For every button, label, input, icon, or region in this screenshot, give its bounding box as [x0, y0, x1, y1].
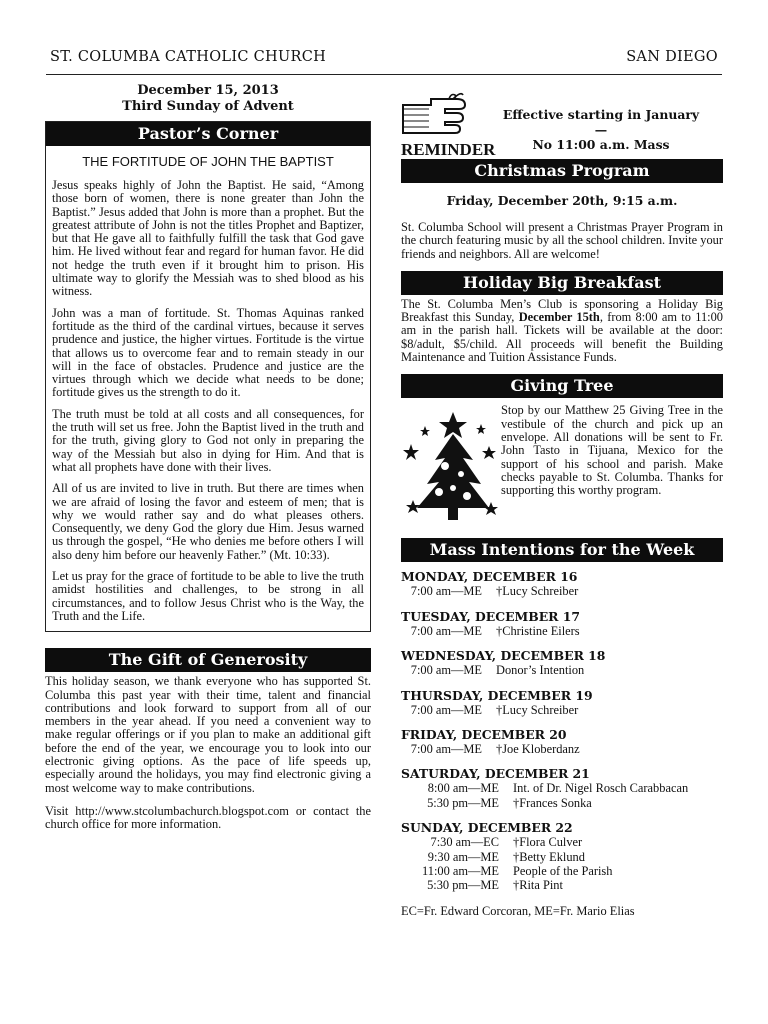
mass-day-title: THURSDAY, DECEMBER 19 [401, 687, 593, 703]
mass-day-title: SATURDAY, DECEMBER 21 [401, 766, 590, 782]
mass-day [401, 649, 723, 677]
mass-day [401, 767, 723, 810]
pastors-corner-body [46, 146, 370, 631]
christmas-program-text: St. Columba School will present a Christmas Prayer Program in the church featuring music by all the school children. Invite your friends and neighbors. All are welcome! [401, 220, 723, 261]
celebrant-key: EC=Fr. Edward Corcoran, ME=Fr. Mario Elias [401, 903, 635, 918]
church-name: ST. COLUMBA CATHOLIC CHURCH [50, 49, 327, 65]
generosity-section [45, 648, 371, 831]
mass-entry [401, 663, 723, 677]
mass-intention: †Flora Culver [513, 835, 583, 850]
mass-entry [401, 796, 723, 810]
mass-intention: †Betty Eklund [513, 849, 585, 864]
right-column [401, 83, 723, 919]
mass-entry [401, 584, 723, 598]
christmas-tree-icon [401, 404, 501, 524]
breakfast-banner: Holiday Big Breakfast [401, 271, 723, 295]
reminder-text [501, 107, 701, 152]
mass-day [401, 821, 723, 893]
christmas-program-section [401, 159, 723, 261]
church-city: SAN DIEGO [626, 49, 718, 65]
mass-time: 7:00 am—ME [410, 623, 482, 638]
mass-day-title: FRIDAY, DECEMBER 20 [401, 727, 567, 742]
giving-tree-text: Stop by our Matthew 25 Giving Tree in the vestibule of the church and pick up an envelope. All donations will be sent to Fr. John Tasto in Tijuana, Mexico for the support of his school and parish. Make checks payable to St. Columba. Thanks for supporting this worthy program. [501, 403, 723, 498]
mass-day [401, 689, 723, 717]
mass-time: 8:00 am—ME [427, 781, 499, 796]
article-paragraph: John was a man of fortitude. St. Thomas Aquinas ranked fortitude as the third of the cardinal virtues, because it serves prudence and justice, the higher virtues. Fortitude is the virtue that allows us to overcome fear and to remain steady in our will in the face of obstacles. Prudence and justice are the virtues through which we decide what needs to be done; fortitude gives us the strength to do it. [52, 305, 364, 400]
giving-tree-section [401, 374, 723, 524]
reminder-finger-icon [401, 91, 496, 159]
left-column [45, 83, 371, 839]
pastors-corner-section [45, 121, 371, 632]
article-paragraph: The truth must be told at all costs and all consequences, for the truth will set us free. John the Baptist lived in the truth and for the truth, giving glory to God not only in preparing the way of the Messiah but also in dying for Him. And that is what all prophets have done with their lives. [52, 406, 364, 474]
date-block [45, 83, 371, 115]
mass-intention: †Lucy Schreiber [496, 584, 579, 599]
reminder-line-1: Effective starting in January— [502, 107, 700, 137]
mass-entry [401, 703, 723, 717]
article-title: THE FORTITUDE OF JOHN THE BAPTIST [82, 154, 334, 169]
mass-intention: Donor’s Intention [496, 663, 585, 678]
mass-intention: †Lucy Schreiber [496, 702, 579, 717]
reminder-graphic-label: REMINDER [401, 140, 496, 159]
mass-time: 7:00 am—ME [410, 742, 482, 756]
generosity-contact: Visit http://www.stcolumbachurch.blogspot.com or contact the church office for more information. [45, 803, 371, 832]
pastors-corner-banner: Pastor’s Corner [46, 122, 370, 146]
mass-time: 5:30 pm—ME [427, 878, 499, 893]
mass-day-title: MONDAY, DECEMBER 16 [401, 569, 578, 585]
giving-tree-banner: Giving Tree [401, 374, 723, 398]
mass-entry [401, 624, 723, 638]
mass-intention: †Christine Eilers [496, 623, 580, 638]
mass-time: 5:30 pm—ME [427, 795, 499, 810]
article-paragraph: All of us are invited to live in truth. But there are times when we are afraid of losing the favor and esteem of men; that is why we would rather say and do what pleases others. Consequently, we deny God the glory due Him. Jesus warned us through the gospel, “He who denies me before others I will also deny him before our heavenly Father.” (Mt. 10:33). [52, 481, 364, 562]
mass-day [401, 570, 723, 598]
mass-intention: †Frances Sonka [513, 795, 592, 810]
breakfast-text [401, 298, 723, 364]
mass-intention: People of the Parish [513, 864, 613, 879]
mass-intention: †Rita Pint [513, 878, 563, 893]
mass-intentions-banner: Mass Intentions for the Week [401, 538, 723, 562]
mass-intention: †Joe Kloberdanz [496, 742, 580, 756]
header-rule [46, 74, 722, 75]
mass-entry [401, 864, 723, 878]
mass-entry [401, 781, 723, 795]
mass-time: 7:30 am—EC [430, 835, 499, 850]
mass-day-title: TUESDAY, DECEMBER 17 [401, 608, 581, 624]
article-paragraph: Let us pray for the grace of fortitude to be able to live the truth amidst hostilities and challenges, to be strong in all circumstances, and to follow Jesus Christ who is the Way, the Truth and the Life. [52, 569, 364, 623]
giving-tree-row [401, 404, 723, 524]
mass-time: 9:30 am—ME [427, 849, 499, 864]
bulletin-date: December 15, 2013 [137, 83, 279, 98]
mass-day [401, 728, 723, 756]
article-paragraph: Jesus speaks highly of John the Baptist. He said, “Among those born of women, there is none greater than John the Baptist.” Jesus added that John is more than a prophet. But the greatest attribute of John is not the titles Prophet and Baptizer, but that He gave all to faithfully fulfill the task that God gave him. He lived without fear and regard for human favor. He did not hedge the truth even if it brought him to prison. His ultimate way to glorify the Messiah was to shed blood as his witness. [52, 178, 364, 299]
breakfast-text-start: The St. Columba Men’s Club is sponsoring a Holiday Big Breakfast this Sunday, [401, 296, 723, 325]
reminder-notice [401, 83, 723, 159]
mass-intentions-section [401, 538, 723, 918]
breakfast-section [401, 271, 723, 364]
mass-entry [401, 742, 723, 756]
mass-time: 7:00 am—ME [410, 702, 482, 717]
mass-day-title: SUNDAY, DECEMBER 22 [401, 820, 573, 836]
mass-day [401, 610, 723, 638]
mass-entry [401, 835, 723, 849]
mass-time: 7:00 am—ME [410, 663, 482, 678]
christmas-program-when: Friday, December 20th, 9:15 a.m. [446, 193, 678, 208]
breakfast-date: December 15th [518, 310, 600, 325]
mass-time: 7:00 am—ME [410, 584, 482, 599]
reminder-line-2: No 11:00 a.m. Mass [532, 137, 670, 152]
breakfast-text-end: , from 8:00 am to 11:00 am in the parish hall. Tickets will be available at the door: $8/adult, $5/child. All proceeds will benefit the Building Maintenance and Tuition Assistance Funds. [401, 310, 723, 365]
generosity-paragraph: This holiday season, we thank everyone who has supported St. Columba this past year with their time, talent and financial contributions and look forward to support from all of our members in the year ahead. If you need a convenient way to make regular offerings or if you plan to make an additional gift before the end of the year, we encourage you to look into our electronic giving options. As the pace of life speeds up, especially around the holidays, you may find electronic giving a most welcome way to make contributions. [45, 674, 371, 795]
christmas-program-banner: Christmas Program [401, 159, 723, 183]
mass-entry [401, 850, 723, 864]
mass-entry [401, 878, 723, 892]
mass-time: 11:00 am—ME [422, 864, 499, 879]
mass-day-title: WEDNESDAY, DECEMBER 18 [401, 648, 606, 664]
mass-intention: Int. of Dr. Nigel Rosch Carabbacan [513, 781, 689, 796]
generosity-banner: The Gift of Generosity [45, 648, 371, 672]
liturgical-sunday: Third Sunday of Advent [122, 99, 294, 114]
